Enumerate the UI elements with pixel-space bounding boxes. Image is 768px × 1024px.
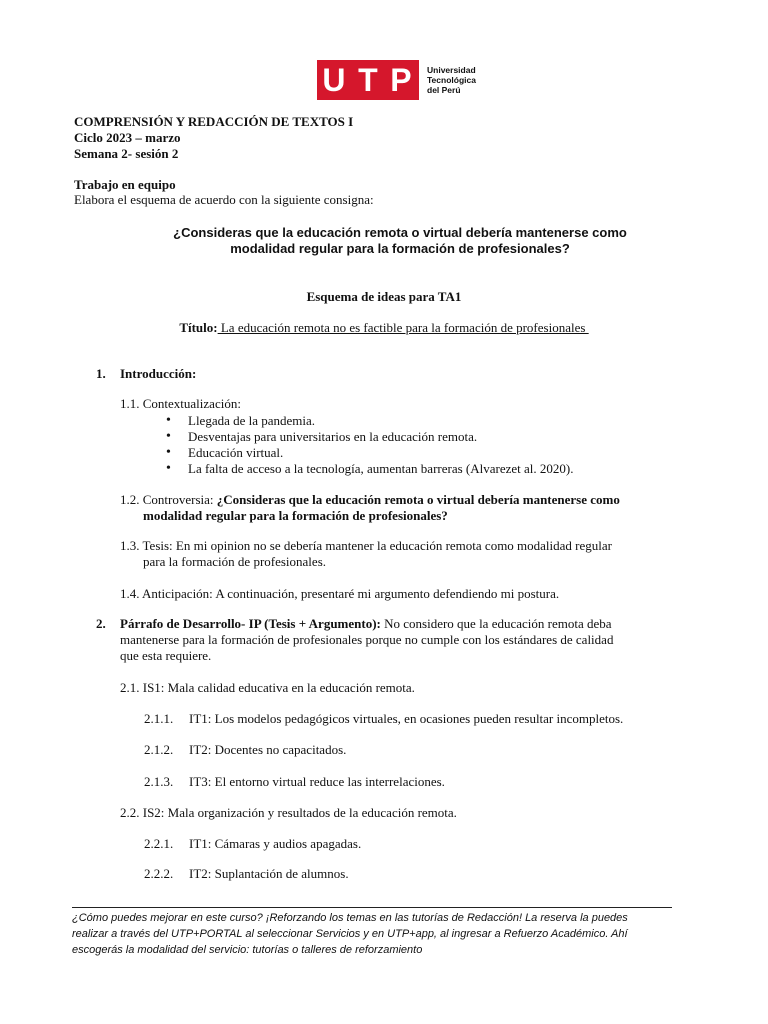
logo-letter-p: P xyxy=(390,61,414,98)
scheme-title-value: La educación remota no es factible para la formación de profesionales xyxy=(217,320,589,335)
is1-item-text: IT1: Los modelos pedagógicos virtuales, en ocasiones pueden resultar incompletos. xyxy=(189,711,624,726)
controversy-text: ¿Consideras que la educación remota o virtual debería mantenerse como xyxy=(216,492,620,507)
is2: 2.2. IS2: Mala organización y resultados de la educación remota. xyxy=(120,805,457,820)
is1-item-num: 2.1.1. xyxy=(144,711,174,726)
section2-paragraph-line2: mantenerse para la formación de profesionales porque no cumple con los estándares de calidad xyxy=(120,632,614,647)
course-cycle: Ciclo 2023 – marzo xyxy=(74,130,181,145)
utp-logo-name xyxy=(427,65,487,95)
main-question xyxy=(100,225,700,257)
course-week: Semana 2- sesión 2 xyxy=(74,146,179,161)
utp-logo xyxy=(317,60,487,100)
list-item: • La falta de acceso a la tecnología, aumentan barreras (Alvarezet al. 2020). xyxy=(164,461,573,477)
logo-name-line: del Perú xyxy=(427,85,461,95)
is2-item-num: 2.2.2. xyxy=(144,866,174,881)
course-title: COMPRENSIÓN Y REDACCIÓN DE TEXTOS I xyxy=(74,114,354,129)
logo-letter-u: U xyxy=(322,61,348,98)
section2-number: 2. xyxy=(96,616,106,631)
is2-item-num: 2.2.1. xyxy=(144,836,174,851)
scheme-heading: Esquema de ideas para TA1 xyxy=(306,289,462,304)
logo-name-line: Tecnológica xyxy=(427,75,476,85)
is1-item-num: 2.1.2. xyxy=(144,742,174,757)
controversy-text-2: modalidad regular para la formación de profesionales? xyxy=(143,508,448,523)
main-question-line: ¿Consideras que la educación remota o virtual debería mantenerse como xyxy=(173,225,627,240)
footer-line: realizar a través del UTP+PORTAL al seleccionar Servicios y en UTP+app, al ingresar a Refuerzo Académico. Ahí xyxy=(72,928,628,940)
footer-line: ¿Cómo puedes mejorar en este curso? ¡Reforzando los temas en las tutorías de Redacción! La reserva la puedes xyxy=(72,912,628,924)
list-item: • Llegada de la pandemia. xyxy=(164,413,573,429)
section1-number: 1. xyxy=(96,366,106,381)
is1: 2.1. IS1: Mala calidad educativa en la educación remota. xyxy=(120,680,415,695)
anticipation: 1.4. Anticipación: A continuación, presentaré mi argumento defendiendo mi postura. xyxy=(120,586,560,601)
section2-paragraph-line1 xyxy=(120,616,612,632)
context-label: 1.1. Contextualización: xyxy=(120,396,241,411)
task-instruction: Elabora el esquema de acuerdo con la siguiente consigna: xyxy=(74,192,374,207)
section2-title: Párrafo de Desarrollo- IP (Tesis + Argumento): xyxy=(120,616,381,631)
controversy-label: 1.2. Controversia: xyxy=(120,492,214,507)
scheme-title xyxy=(0,320,768,336)
section2-text: No considero que la educación remota deba xyxy=(384,616,612,631)
section1-title: Introducción: xyxy=(120,366,197,381)
thesis-label: 1.3. Tesis: xyxy=(120,538,173,553)
footer-line: escogerás la modalidad del servicio: tutorías o talleres de reforzamiento xyxy=(72,944,423,956)
footer-note xyxy=(72,910,692,958)
is1-item-num: 2.1.3. xyxy=(144,774,174,789)
footer-divider xyxy=(72,907,672,908)
logo-letter-t: T xyxy=(358,61,380,98)
logo-name-line: Universidad xyxy=(427,65,476,75)
controversy xyxy=(120,492,620,508)
list-item: • Desventajas para universitarios en la educación remota. xyxy=(164,429,573,445)
main-question-line: modalidad regular para la formación de profesionales? xyxy=(230,241,570,256)
utp-logo-mark xyxy=(317,60,419,100)
thesis-text: En mi opinion no se debería mantener la educación remota como modalidad regular xyxy=(175,538,612,553)
is2-item-text: IT2: Suplantación de alumnos. xyxy=(189,866,349,881)
is2-item-text: IT1: Cámaras y audios apagadas. xyxy=(189,836,362,851)
is1-item-text: IT2: Docentes no capacitados. xyxy=(189,742,347,757)
section2-paragraph-line3: que esta requiere. xyxy=(120,648,212,663)
scheme-title-label: Título: xyxy=(179,320,218,335)
thesis-text-2: para la formación de profesionales. xyxy=(143,554,327,569)
task-title: Trabajo en equipo xyxy=(74,177,176,192)
list-item: • Educación virtual. xyxy=(164,445,573,461)
context-bullet-list xyxy=(164,413,573,477)
is1-item-text: IT3: El entorno virtual reduce las interrelaciones. xyxy=(189,774,445,789)
thesis xyxy=(120,538,680,554)
